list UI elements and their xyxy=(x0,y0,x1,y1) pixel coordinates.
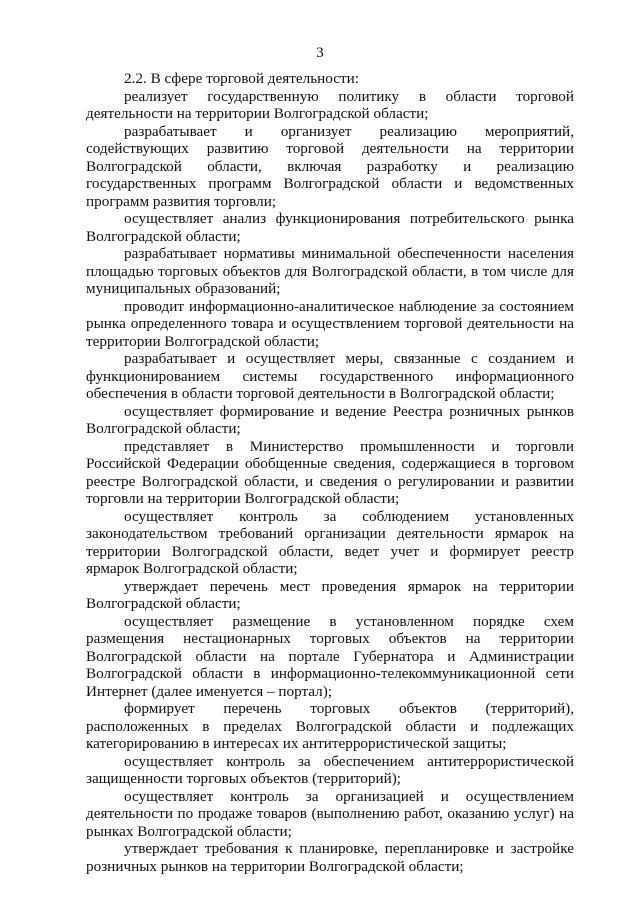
paragraph: реализует государственную политику в области торговой деятельности на территории Волгоградской области; xyxy=(86,87,574,122)
paragraph: осуществляет формирование и ведение Реестра розничных рынков Волгоградской области; xyxy=(86,402,574,437)
paragraph: формирует перечень торговых объектов (территорий), расположенных в пределах Волгоградской области и подлежащих категорированию в интересах их антитеррористической защиты; xyxy=(86,700,574,752)
paragraph: разрабатывает и осуществляет меры, связанные с созданием и функционированием системы государственного информационного обеспечения в области торговой деятельности в Волгоградской области; xyxy=(86,350,574,402)
section-heading: 2.2. В сфере торговой деятельности: xyxy=(124,70,359,87)
paragraph: разрабатывает и организует реализацию мероприятий, содействующих развитию торговой деятельности на территории Волгоградской области, включая разработку и реализацию государственных программ Волгоградской области и ведомственных программ развития торговли; xyxy=(86,122,574,210)
paragraph: утверждает перечень мест проведения ярмарок на территории Волгоградской области; xyxy=(86,577,574,612)
paragraph: представляет в Министерство промышленности и торговли Российской Федерации обобщенные сведения, содержащиеся в торговом реестре Волгоградской области, и сведения о регулировании и развитии торговли на территории Волгоградской области; xyxy=(86,437,574,507)
paragraph: проводит информационно-аналитическое наблюдение за состоянием рынка определенного товара и осуществлением торговой деятельности на территории Волгоградской области; xyxy=(86,297,574,350)
document-body xyxy=(86,70,574,875)
page-number: 3 xyxy=(316,45,324,61)
paragraph: осуществляет контроль за соблюдением установленных законодательством требований организации деятельности ярмарок на территории Волгоградской области, ведет учет и формирует реестр ярмарок Волгоградской области; xyxy=(86,507,574,577)
paragraph: утверждает требования к планировке, перепланировке и застройке розничных рынков на территории Волгоградской области; xyxy=(86,840,574,875)
paragraph: разрабатывает нормативы минимальной обеспеченности населения площадью торговых объектов для Волгоградской области, в том числе для муниципальных образований; xyxy=(86,245,574,297)
paragraph: осуществляет размещение в установленном порядке схем размещения нестационарных торговых объектов на территории Волгоградской области на портале Губернатора и Администрации Волгоградской области в информационно-телекоммуникационной сети Интернет (далее именуется – портал); xyxy=(86,612,574,700)
paragraph: осуществляет анализ функционирования потребительского рынка Волгоградской области; xyxy=(86,210,574,245)
paragraph: осуществляет контроль за обеспечением антитеррористической защищенности торговых объектов (территорий); xyxy=(86,752,574,787)
paragraph: осуществляет контроль за организацией и осуществлением деятельности по продаже товаров (выполнению работ, оказанию услуг) на рынках Волгоградской области; xyxy=(86,787,574,840)
